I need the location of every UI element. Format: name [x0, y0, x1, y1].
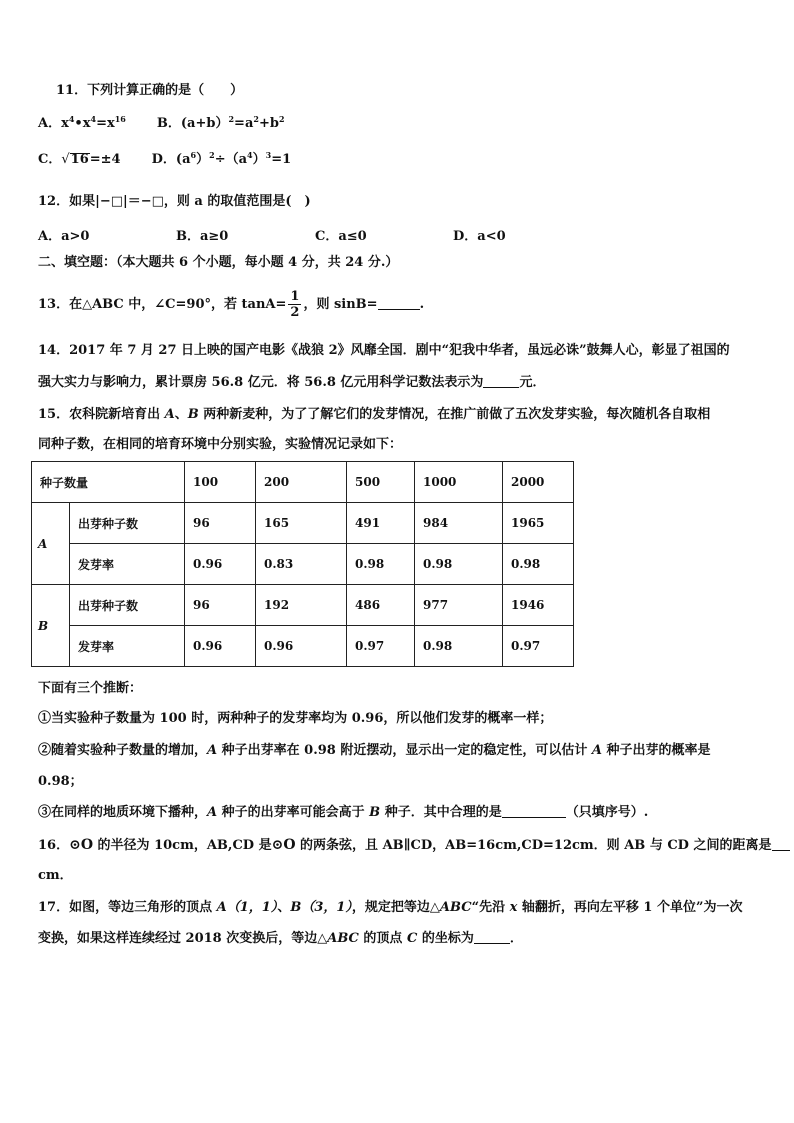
- table-row: [32, 626, 574, 667]
- table-cell: 200: [256, 462, 347, 503]
- q11-option-c: C．√16=±4: [38, 152, 121, 167]
- q15-inference-3: ③在同样的地质环境下播种，A 种子的出芽率可能会高于 B 种子．其中合理的是 （只填序号）.: [38, 805, 649, 820]
- q17-line1: 17．如图，等边三角形的顶点 A（1，1）、B（3，1），规定把等边△ABC“先沿 x 轴翻折，再向左平移 1 个单位”为一次: [38, 900, 743, 915]
- q11-option-a: A．$x^4•x^4=x^{16}$: [38, 114, 126, 131]
- q16-answer-blank[interactable]: [772, 838, 790, 851]
- table-cell: 500: [347, 462, 415, 503]
- row-label: 发芽率: [70, 626, 185, 667]
- q11-options-row1: [38, 116, 285, 132]
- table-cell: 984: [415, 503, 503, 544]
- q15-answer-blank[interactable]: [502, 805, 566, 818]
- table-cell: 977: [415, 585, 503, 626]
- table-cell: 0.83: [256, 544, 347, 585]
- q13-answer-blank[interactable]: [378, 297, 420, 310]
- section-heading: 二、填空题：（本大题共 6 个小题，每小题 4 分，共 24 分.）: [38, 255, 399, 270]
- q12-option-c: C．a≤0: [315, 229, 367, 244]
- q12-option-a: A．a>0: [38, 229, 90, 244]
- table-cell: 0.98: [415, 544, 503, 585]
- table-cell: 486: [347, 585, 415, 626]
- group-label-b: B: [32, 585, 70, 667]
- q14-line1: 14．2017 年 7 月 27 日上映的国产电影《战狼 2》风靡全国．剧中“犯我中华者，虽远必诛”鼓舞人心，彰显了祖国的: [38, 343, 730, 358]
- table-cell: 0.96: [256, 626, 347, 667]
- table-row: [32, 544, 574, 585]
- q15-line1: 15．农科院新培育出 A、B 两种新麦种，为了了解它们的发芽情况，在推广前做了五次发芽实验，每次随机各自取相: [38, 407, 711, 422]
- q17-answer-blank[interactable]: [474, 931, 510, 944]
- q15-inference-2-cont: 0.98；: [38, 774, 83, 789]
- q13-stem: 13．在△ABC 中，∠C=90°，若 tanA= $\frac{1}{2}$ ，则 sinB= .: [38, 289, 425, 320]
- q11-options-row2: [38, 152, 291, 168]
- q16-line1: 16．⊙O 的半径为 10cm，AB,CD 是⊙O 的两条弦，且 AB∥CD，AB=16cm,CD=12cm．则 AB 与 CD 之间的距离是: [38, 837, 790, 854]
- table-header-row: [32, 462, 574, 503]
- table-cell: 1946: [503, 585, 574, 626]
- q11-option-d: D．$(a^6)^2\div(a^4)^3=1$: [151, 150, 292, 167]
- table-cell: 0.96: [185, 626, 256, 667]
- q16-line2: cm．: [38, 868, 73, 883]
- table-cell: 1965: [503, 503, 574, 544]
- table-cell: 165: [256, 503, 347, 544]
- q15-line2: 同种子数，在相同的培育环境中分别实验，实验情况记录如下：: [38, 437, 403, 452]
- table-cell: 0.97: [347, 626, 415, 667]
- table-cell: 0.98: [503, 544, 574, 585]
- q14-line2: 强大实力与影响力，累计票房 56.8 亿元．将 56.8 亿元用科学记数法表示为 元．: [38, 375, 546, 390]
- table-cell: 0.97: [503, 626, 574, 667]
- q17-line2: 变换，如果这样连续经过 2018 次变换后，等边△ABC 的顶点 C 的坐标为 ．: [38, 931, 523, 946]
- q11-option-b: B．$(a+b)^2=a^2+b^2$: [156, 114, 285, 131]
- q15-intro: 下面有三个推断：: [38, 681, 143, 696]
- q12-option-d: D．a<0: [453, 229, 506, 244]
- table-cell: 96: [185, 503, 256, 544]
- table-cell: 0.98: [347, 544, 415, 585]
- q15-inference-1: ①当实验种子数量为 100 时，两种种子的发芽率均为 0.96，所以他们发芽的概率一样；: [38, 711, 553, 726]
- table-cell: 491: [347, 503, 415, 544]
- table-cell: 1000: [415, 462, 503, 503]
- table-cell: 2000: [503, 462, 574, 503]
- table-cell: 192: [256, 585, 347, 626]
- table-cell: 0.96: [185, 544, 256, 585]
- table-row: [32, 585, 574, 626]
- q12-option-b: B．a≥0: [176, 229, 229, 244]
- germination-table: [31, 461, 574, 667]
- q12-stem: 12．如果|−□|＝−□，则 a 的取值范围是( ): [38, 194, 311, 209]
- q14-answer-blank[interactable]: [483, 375, 519, 388]
- q13-fraction: $\frac{1}{2}$: [290, 289, 300, 320]
- group-label-a: A: [32, 503, 70, 585]
- table-cell: 96: [185, 585, 256, 626]
- table-cell: 0.98: [415, 626, 503, 667]
- q11-stem: 11．下列计算正确的是（ ）: [56, 83, 244, 98]
- q15-inference-2: ②随着实验种子数量的增加，A 种子出芽率在 0.98 附近摆动，显示出一定的稳定性，可以估计 A 种子出芽的概率是: [38, 743, 711, 758]
- table-header-label: 种子数量: [32, 462, 185, 503]
- row-label: 出芽种子数: [70, 503, 185, 544]
- table-row: [32, 503, 574, 544]
- row-label: 发芽率: [70, 544, 185, 585]
- row-label: 出芽种子数: [70, 585, 185, 626]
- table-cell: 100: [185, 462, 256, 503]
